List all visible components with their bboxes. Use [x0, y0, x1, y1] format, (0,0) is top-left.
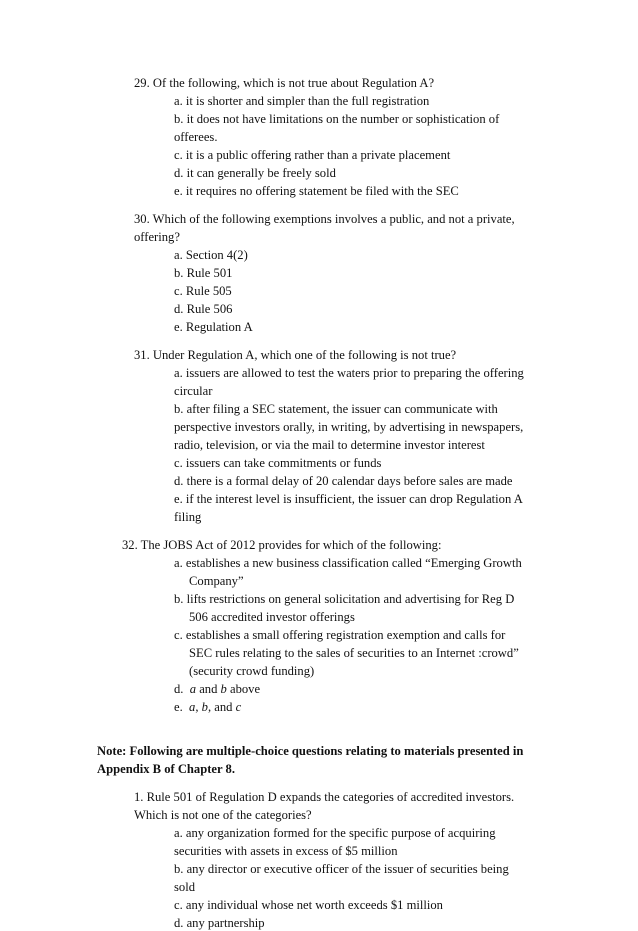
- q32-option-e: e. a, b, and c: [174, 700, 242, 714]
- q32-d-b: b: [220, 682, 227, 696]
- q1-option-d: d. any partnership: [174, 916, 265, 930]
- q32-option-a-cont: Company”: [189, 574, 244, 588]
- q32-option-b: b. lifts restrictions on general solicitation and advertising for Reg D: [174, 592, 515, 606]
- question-31-stem: 31. Under Regulation A, which one of the following is not true?: [134, 348, 457, 362]
- q32-e-b: b: [201, 700, 208, 714]
- q30-option-e: e. Regulation A: [174, 320, 253, 334]
- q32-e-and: , and: [207, 700, 233, 714]
- q31-option-b-cont-2: radio, television, or via the mail to determine investor interest: [174, 438, 485, 452]
- q1-option-b-cont: sold: [174, 880, 195, 894]
- q31-option-c: c. issuers can take commitments or funds: [174, 456, 382, 470]
- q30-option-c: c. Rule 505: [174, 284, 232, 298]
- question-30-stem: 30. Which of the following exemptions involves a public, and not a private,: [134, 212, 515, 226]
- q32-option-d: [174, 681, 260, 697]
- note-heading-cont: Appendix B of Chapter 8.: [97, 762, 235, 776]
- q1-option-a: a. any organization formed for the specific purpose of acquiring: [174, 826, 496, 840]
- q29-option-b: b. it does not have limitations on the number or sophistication of: [174, 112, 500, 126]
- q32-d-above: above: [230, 682, 261, 696]
- q31-option-e: e. if the interest level is insufficient, the issuer can drop Regulation A: [174, 492, 523, 506]
- q30-option-a: a. Section 4(2): [174, 248, 248, 262]
- q1-option-b: b. any director or executive officer of the issuer of securities being: [174, 862, 509, 876]
- q32-d-a: a: [189, 682, 197, 696]
- q31-option-b-cont-1: perspective investors orally, in writing, by advertising in newspapers,: [174, 420, 524, 434]
- q30-option-b: b. Rule 501: [174, 266, 233, 280]
- question-1-stem: 1. Rule 501 of Regulation D expands the categories of accredited investors.: [134, 790, 515, 804]
- q32-d-and: and: [199, 682, 218, 696]
- q29-option-c: c. it is a public offering rather than a private placement: [174, 148, 451, 162]
- q32-option-c: c. establishes a small offering registration exemption and calls for: [174, 628, 506, 642]
- q32-e-a: a: [189, 700, 196, 714]
- q32-option-c-cont-1: SEC rules relating to the sales of securities to an Internet :crowd”: [189, 646, 519, 660]
- q32-option-a: a. establishes a new business classification called “Emerging Growth: [174, 556, 522, 570]
- question-1-stem-cont: Which is not one of the categories?: [134, 808, 312, 822]
- q30-option-d: d. Rule 506: [174, 302, 233, 316]
- q32-option-c-cont-2: (security crowd funding): [189, 664, 315, 678]
- q32-e-label: e.: [174, 700, 183, 714]
- q29-option-a: a. it is shorter and simpler than the full registration: [174, 94, 430, 108]
- q29-option-b-cont: offerees.: [174, 130, 218, 144]
- q32-option-b-cont: 506 accredited investor offerings: [189, 610, 355, 624]
- question-29-stem: 29. Of the following, which is not true about Regulation A?: [134, 76, 435, 90]
- q1-option-c: c. any individual whose net worth exceeds $1 million: [174, 898, 443, 912]
- q32-d-label: d.: [174, 682, 184, 696]
- q32-e-c: c: [235, 700, 242, 714]
- q29-option-e: e. it requires no offering statement be filed with the SEC: [174, 184, 459, 198]
- note-heading: Note: Following are multiple-choice questions relating to materials presented in: [97, 744, 524, 758]
- q31-option-d: d. there is a formal delay of 20 calendar days before sales are made: [174, 474, 513, 488]
- q31-option-a: a. issuers are allowed to test the waters prior to preparing the offering: [174, 366, 524, 380]
- q31-option-b: b. after filing a SEC statement, the issuer can communicate with: [174, 402, 498, 416]
- q29-option-d: d. it can generally be freely sold: [174, 166, 336, 180]
- q31-option-e-cont: filing: [174, 510, 202, 524]
- q1-option-a-cont: securities with assets in excess of $5 million: [174, 844, 398, 858]
- question-32-stem: 32. The JOBS Act of 2012 provides for which of the following:: [122, 538, 442, 552]
- question-30-stem-cont: offering?: [134, 230, 180, 244]
- q31-option-a-cont: circular: [174, 384, 213, 398]
